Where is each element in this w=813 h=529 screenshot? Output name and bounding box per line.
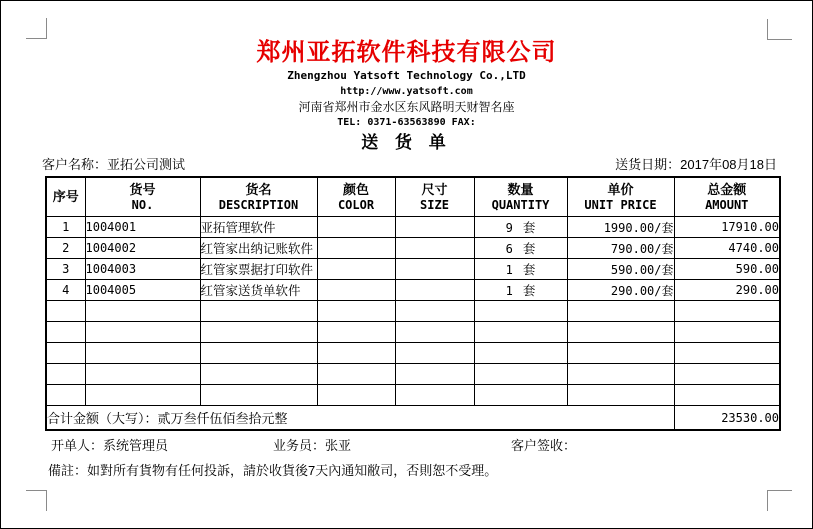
signature-row bbox=[1, 435, 812, 452]
company-website: http://www.yatsoft.com bbox=[340, 86, 473, 97]
company-address: 河南省郑州市金水区东风路明天财智名座 bbox=[298, 100, 515, 114]
company-name: 郑州亚拓软件科技有限公司 bbox=[256, 39, 557, 66]
col-header-unit-price: 单价 UNIT PRICE bbox=[567, 177, 674, 217]
delivery-date-value: 2017年08月18日 bbox=[680, 157, 777, 172]
empty-row bbox=[46, 322, 780, 343]
customer-label: 客户名称： bbox=[42, 157, 108, 172]
info-row bbox=[42, 154, 777, 171]
items-table bbox=[45, 176, 781, 431]
empty-row bbox=[46, 343, 780, 364]
cell-name: 红管家送货单软件 bbox=[200, 280, 317, 301]
cell-amount: 290.00 bbox=[674, 280, 780, 301]
cell-color bbox=[317, 280, 395, 301]
table-header-row bbox=[46, 177, 780, 217]
empty-row bbox=[46, 385, 780, 406]
cell-quantity: 1 套 bbox=[474, 280, 567, 301]
cell-unit-price: 1990.00/套 bbox=[567, 217, 674, 238]
cell-quantity: 1 套 bbox=[474, 259, 567, 280]
cell-seq: 3 bbox=[46, 259, 85, 280]
cell-unit-price: 290.00/套 bbox=[567, 280, 674, 301]
salesman-value: 张亚 bbox=[325, 438, 352, 453]
document-title: 送 货 单 bbox=[361, 133, 452, 152]
item-row bbox=[46, 259, 780, 280]
cell-item-no: 1004002 bbox=[85, 238, 200, 259]
cell-size bbox=[395, 280, 474, 301]
cell-amount: 17910.00 bbox=[674, 217, 780, 238]
delivery-date-line bbox=[615, 154, 777, 173]
tel-fax-line: TEL: 0371-63563890 FAX: bbox=[337, 117, 476, 128]
cell-name: 亚拓管理软件 bbox=[200, 217, 317, 238]
cell-amount: 4740.00 bbox=[674, 238, 780, 259]
cell-name: 红管家出纳记账软件 bbox=[200, 238, 317, 259]
cell-color bbox=[317, 217, 395, 238]
cell-seq: 4 bbox=[46, 280, 85, 301]
total-amount-in-words: 合计金额（大写）：贰万叁仟伍佰叁拾元整 bbox=[46, 406, 674, 431]
col-header-quantity: 数量 QUANTITY bbox=[474, 177, 567, 217]
salesman-line bbox=[273, 435, 351, 454]
col-header-seq: 序号 bbox=[46, 177, 85, 217]
issuer-line bbox=[51, 435, 168, 454]
cell-quantity: 6 套 bbox=[474, 238, 567, 259]
print-margin-mark-top-left bbox=[26, 18, 47, 39]
customer-sign-label: 客户签收： bbox=[511, 438, 577, 453]
item-row bbox=[46, 217, 780, 238]
col-header-description: 货名 DESCRIPTION bbox=[200, 177, 317, 217]
col-header-size: 尺寸 SIZE bbox=[395, 177, 474, 217]
col-header-amount: 总金额 AMOUNT bbox=[674, 177, 780, 217]
document-header bbox=[1, 37, 812, 154]
salesman-label: 业务员： bbox=[273, 438, 326, 453]
col-header-color: 颜色 COLOR bbox=[317, 177, 395, 217]
cell-unit-price: 790.00/套 bbox=[567, 238, 674, 259]
empty-row bbox=[46, 301, 780, 322]
item-row bbox=[46, 238, 780, 259]
col-header-item-no: 货号 NO. bbox=[85, 177, 200, 217]
cell-item-no: 1004003 bbox=[85, 259, 200, 280]
print-margin-mark-bottom-right bbox=[767, 490, 792, 511]
delivery-date-label: 送货日期： bbox=[615, 157, 681, 172]
cell-color bbox=[317, 259, 395, 280]
cell-amount: 590.00 bbox=[674, 259, 780, 280]
cell-unit-price: 590.00/套 bbox=[567, 259, 674, 280]
cell-quantity: 9 套 bbox=[474, 217, 567, 238]
customer-name-line bbox=[42, 154, 185, 173]
cell-size bbox=[395, 259, 474, 280]
cell-item-no: 1004005 bbox=[85, 280, 200, 301]
cell-color bbox=[317, 238, 395, 259]
issuer-value: 系统管理员 bbox=[103, 438, 169, 453]
total-row bbox=[46, 406, 780, 431]
item-row bbox=[46, 280, 780, 301]
issuer-label: 开单人： bbox=[51, 438, 104, 453]
customer-name-value: 亚拓公司测试 bbox=[107, 157, 186, 172]
print-margin-mark-bottom-left bbox=[26, 490, 47, 511]
cell-seq: 1 bbox=[46, 217, 85, 238]
cell-seq: 2 bbox=[46, 238, 85, 259]
cell-name: 红管家票据打印软件 bbox=[200, 259, 317, 280]
cell-size bbox=[395, 217, 474, 238]
empty-row bbox=[46, 364, 780, 385]
remark-text: 備註：如對所有貨物有任何投訴，請於收貨後7天內通知敝司，否則恕不受理。 bbox=[48, 463, 498, 478]
cell-size bbox=[395, 238, 474, 259]
cell-item-no: 1004001 bbox=[85, 217, 200, 238]
company-name-english: Zhengzhou Yatsoft Technology Co.,LTD bbox=[287, 69, 526, 82]
total-amount-value: 23530.00 bbox=[674, 406, 780, 431]
